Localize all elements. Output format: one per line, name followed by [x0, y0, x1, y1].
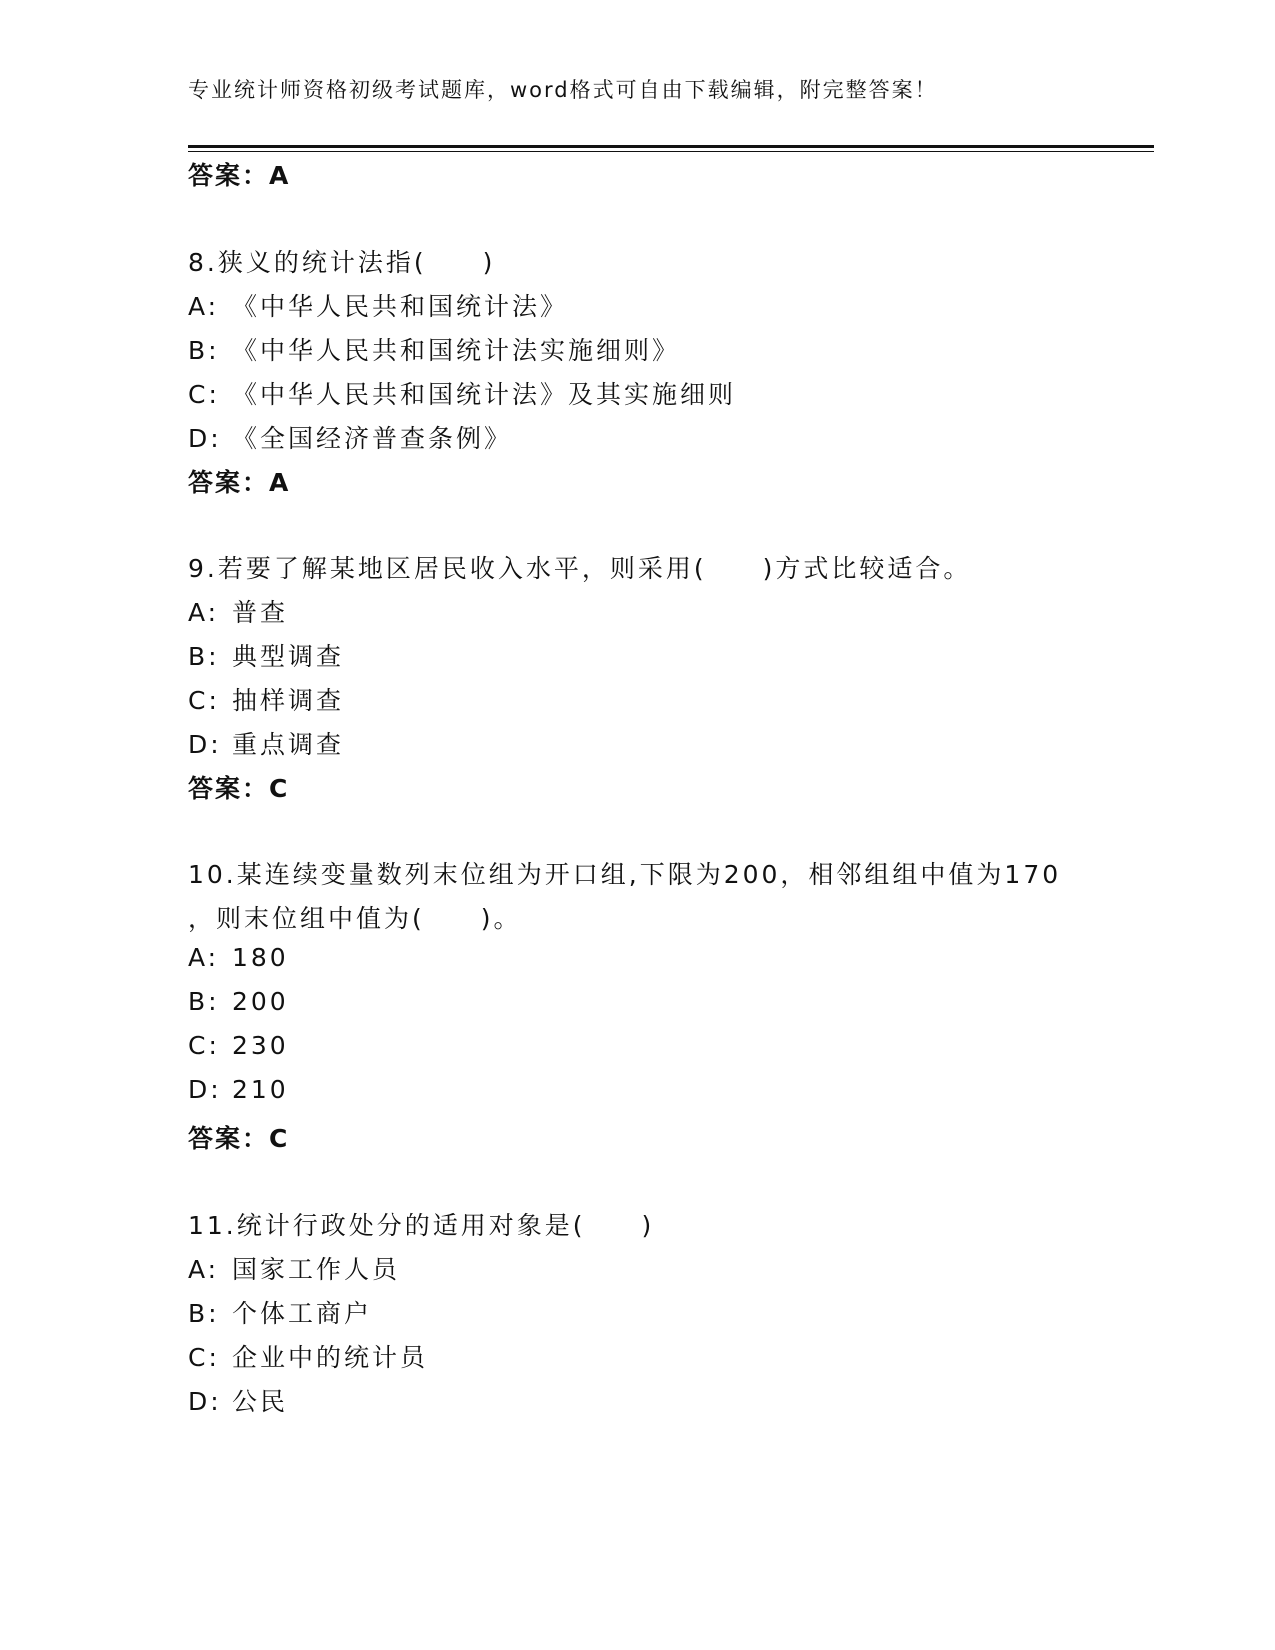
option-text: 《中华人民共和国统计法》及其实施细则 [232, 380, 737, 409]
option-text: 普查 [232, 598, 289, 627]
option-key: C: [188, 686, 220, 715]
option-a [188, 943, 289, 972]
option-key: B: [188, 642, 220, 671]
option-text: 《中华人民共和国统计法实施细则》 [232, 336, 681, 365]
question-stem: 9.若要了解某地区居民收入水平，则采用( )方式比较适合。 [188, 554, 972, 583]
option-key: A: [188, 598, 220, 627]
option-text: 企业中的统计员 [232, 1343, 429, 1372]
answer-label: 答案：C [188, 1124, 290, 1153]
option-d [188, 419, 512, 455]
option-d [188, 1075, 289, 1104]
option-c [188, 1338, 428, 1374]
option-c [188, 375, 736, 411]
option-text: 180 [232, 943, 289, 972]
option-key: D: [188, 424, 222, 453]
option-a [188, 287, 568, 323]
question-stem: 11.统计行政处分的适用对象是( ) [188, 1211, 655, 1240]
option-key: B: [188, 336, 220, 365]
option-key: C: [188, 380, 220, 409]
option-key: D: [188, 1387, 222, 1416]
option-text: 个体工商户 [232, 1299, 373, 1328]
option-key: C: [188, 1031, 220, 1060]
option-text: 《中华人民共和国统计法》 [232, 292, 569, 321]
option-key: B: [188, 987, 220, 1016]
option-c [188, 681, 344, 717]
option-text: 国家工作人员 [232, 1255, 401, 1284]
option-b [188, 331, 680, 367]
page-header: 专业统计师资格初级考试题库，word格式可自由下载编辑，附完整答案！ [188, 78, 938, 102]
option-d [188, 1382, 288, 1418]
answer-label: 答案：A [188, 161, 291, 190]
option-a [188, 593, 288, 629]
option-text: 公民 [232, 1387, 289, 1416]
option-b [188, 987, 289, 1016]
option-key: D: [188, 730, 222, 759]
header-divider [188, 145, 1154, 148]
option-text: 210 [232, 1075, 289, 1104]
option-text: 200 [232, 987, 289, 1016]
answer-label: 答案：A [188, 468, 291, 497]
option-text: 抽样调查 [232, 686, 345, 715]
option-key: A: [188, 292, 220, 321]
answer-label: 答案：C [188, 774, 290, 803]
question-stem: 8.狭义的统计法指( ) [188, 248, 496, 277]
question-stem-continued: ，则末位组中值为( )。 [188, 904, 522, 933]
question-stem: 10.某连续变量数列末位组为开口组,下限为200，相邻组组中值为170 [188, 860, 1062, 889]
option-key: D: [188, 1075, 222, 1104]
option-key: A: [188, 1255, 220, 1284]
option-c [188, 1031, 289, 1060]
option-text: 230 [232, 1031, 289, 1060]
header-divider-thin [188, 151, 1154, 152]
option-text: 典型调查 [232, 642, 345, 671]
option-key: B: [188, 1299, 220, 1328]
option-b [188, 1294, 372, 1330]
option-d [188, 725, 344, 761]
option-b [188, 637, 344, 673]
option-a [188, 1250, 400, 1286]
option-key: C: [188, 1343, 220, 1372]
option-key: A: [188, 943, 220, 972]
option-text: 《全国经济普查条例》 [232, 424, 513, 453]
option-text: 重点调查 [232, 730, 345, 759]
